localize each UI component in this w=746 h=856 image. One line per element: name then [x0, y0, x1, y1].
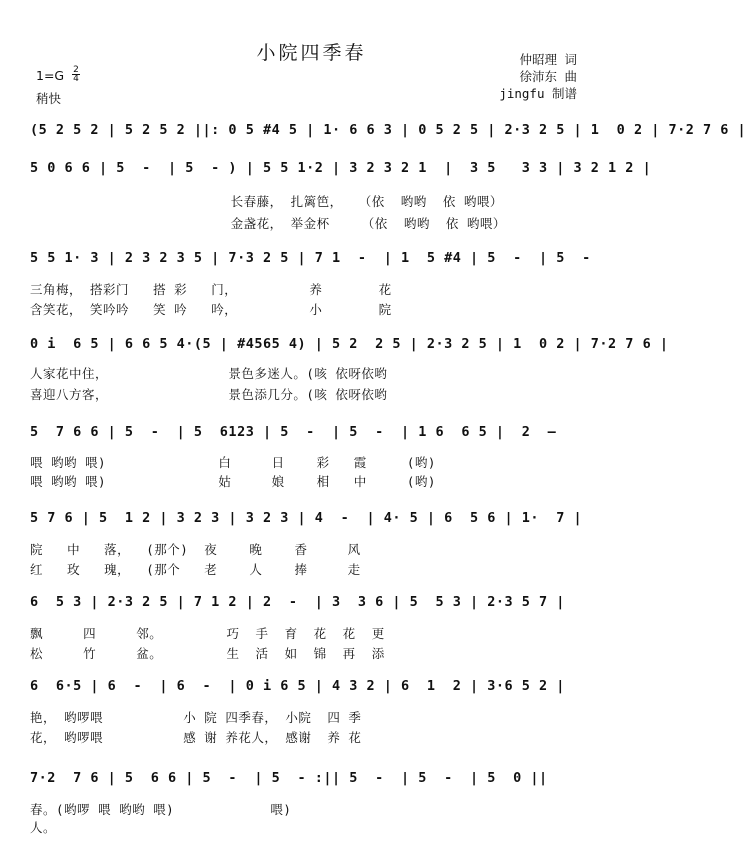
lyric-verse-1: 院 中 落， (那个) 夜 晚 香 风: [30, 542, 361, 557]
song-title: 小院四季春: [256, 42, 367, 64]
composer-credit: 徐沛东 曲: [519, 69, 577, 84]
notes-line: 5 7 6 6 | 5 - | 5 6123 | 5 - | 5 - | 1 6 6 5 | 2 –: [30, 424, 557, 440]
lyric-verse-2: 含笑花， 笑吟吟 笑 吟 吟， 小 院: [30, 302, 392, 317]
lyric-verse-2: 松 竹 盆。 生 活 如 锦 再 添: [30, 646, 385, 661]
key-signature: 1=G: [36, 68, 65, 83]
time-signature-bottom: 4: [73, 74, 79, 84]
notes-line: 0 i 6 5 | 6 6 5 4·(5 | #4565 4) | 5 2 2 5 | 2·3 2 5 | 1 0 2 | 7·2 7 6 |: [30, 336, 669, 352]
tempo-marking: 稍快: [36, 91, 62, 106]
lyric-verse-2: 红 玫 瑰， (那个 老 人 捧 走: [30, 562, 361, 577]
lyric-verse-2: 金盏花， 举金杯 （依 哟哟 依 哟喂）: [30, 216, 506, 231]
lyric-verse-2: 花， 哟啰喂 感 谢 养花人， 感谢 养 花: [30, 730, 362, 745]
lyric-verse-1: 长春藤， 扎篱笆， （依 哟哟 依 哟喂）: [30, 194, 503, 209]
time-signature: [72, 66, 80, 83]
notes-line: (5 2 5 2 | 5 2 5 2 ||: 0 5 #4 5 | 1· 6 6 3 | 0 5 2 5 | 2·3 2 5 | 1 0 2 | 7·2 7 6 |: [30, 122, 746, 138]
lyric-verse-1: 艳， 哟啰喂 小 院 四季春， 小院 四 季: [30, 710, 362, 725]
lyric-verse-2: 喜迎八方客， 景色添几分。(咳 依呀依哟: [30, 387, 388, 402]
notes-line: 6 6·5 | 6 - | 6 - | 0 i 6 5 | 4 3 2 | 6 1 2 | 3·6 5 2 |: [30, 678, 565, 694]
lyric-verse-2: 人。: [30, 820, 57, 835]
lyricist-credit: 仲昭理 词: [519, 52, 577, 67]
arranger-credit: jingfu 制谱: [499, 86, 577, 101]
lyric-verse-1: 喂 哟哟 喂) 白 日 彩 霞 (哟): [30, 455, 436, 470]
time-signature-top: 2: [73, 65, 79, 75]
notes-line: 5 5 1· 3 | 2 3 2 3 5 | 7·3 2 5 | 7 1 - | 1 5 #4 | 5 - | 5 -: [30, 250, 591, 266]
lyric-verse-1: 人家花中住， 景色多迷人。(咳 依呀依哟: [30, 366, 388, 381]
notes-line: 5 7 6 | 5 1 2 | 3 2 3 | 3 2 3 | 4 - | 4· 5 | 6 5 6 | 1· 7 |: [30, 510, 583, 526]
lyric-verse-1: 三角梅， 搭彩门 搭 彩 门， 养 花: [30, 282, 392, 297]
lyric-verse-2: 喂 哟哟 喂) 姑 娘 相 中 (哟): [30, 474, 436, 489]
credits: [499, 51, 577, 102]
notes-line: 7·2 7 6 | 5 6 6 | 5 - | 5 - :|| 5 - | 5 - | 5 0 ||: [30, 770, 548, 786]
lyric-verse-1: 春。(哟啰 喂 哟哟 喂) 喂): [30, 802, 292, 817]
notes-line: 6 5 3 | 2·3 2 5 | 7 1 2 | 2 - | 3 3 6 | 5 5 3 | 2·3 5 7 |: [30, 594, 565, 610]
notes-line: 5 0 6 6 | 5 - | 5 - ) | 5 5 1·2 | 3 2 3 2 1 | 3 5 3 3 | 3 2 1 2 |: [30, 160, 652, 176]
lyric-verse-1: 飘 四 邻。 巧 手 育 花 花 更: [30, 626, 385, 641]
